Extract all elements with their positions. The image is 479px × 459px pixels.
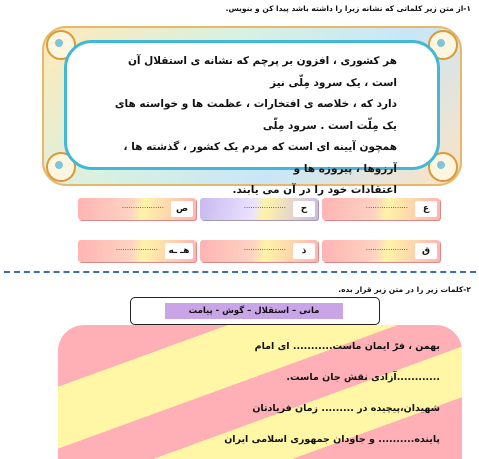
section-divider bbox=[4, 271, 476, 273]
answer-blank[interactable]: ................... bbox=[115, 244, 158, 252]
fill-in-panel bbox=[58, 325, 462, 459]
word-bank-box bbox=[130, 297, 380, 325]
answer-letter: ح bbox=[293, 201, 315, 217]
answer-box-qaf bbox=[322, 240, 440, 262]
question-2-instruction: ۲-کلمات زیر را در متن زیر قرار بده. bbox=[338, 285, 471, 294]
answer-letter: ع bbox=[415, 201, 437, 217]
passage-frame bbox=[42, 26, 462, 196]
passage-line: دارد که ، خلاصه ی افتخارات ، عظمت ها و خواسته های یک مِلّت است . سرود مِلّی bbox=[114, 98, 397, 132]
answer-box-he-do-cheshm bbox=[78, 240, 196, 262]
answer-box-zal bbox=[200, 240, 318, 262]
answer-box-sad bbox=[78, 198, 196, 220]
fill-in-sentence[interactable]: ............آزادی نقش جان ماست. bbox=[286, 372, 440, 383]
answer-blank[interactable]: ................... bbox=[365, 202, 408, 210]
answer-letter: هـ ـه bbox=[165, 243, 193, 259]
answer-box-he bbox=[200, 198, 318, 220]
passage-box bbox=[64, 40, 440, 196]
answer-letter: ق bbox=[415, 243, 437, 259]
answer-blank[interactable]: ................... bbox=[243, 202, 286, 210]
fill-in-sentence[interactable]: بهمن ، فرّ ایمان ماست........... ای امام bbox=[254, 341, 440, 352]
passage-line: اعتقادات خود را در آن می یابند. bbox=[232, 184, 397, 196]
answer-blank[interactable]: ................... bbox=[121, 202, 164, 210]
passage-line: هر کشوری ، افزون بر پرچم که نشانه ی استقلال آن است ، یک سرود مِلّی نیز bbox=[127, 55, 397, 89]
answer-letter: ذ bbox=[293, 243, 315, 259]
answer-letter: ص bbox=[171, 201, 193, 217]
passage-text bbox=[113, 51, 397, 202]
fill-in-sentence[interactable]: شهیدان،پیچیده در ......... زمان فریادتان bbox=[252, 403, 440, 414]
fill-in-sentence[interactable]: پاینده.......... و جاودان جمهوری اسلامی ایران bbox=[224, 434, 440, 445]
answer-blank[interactable]: ................... bbox=[365, 244, 408, 252]
passage-line: همچون آیینه ای است که مردم یک کشور ، گذشته ها ، آرزوها ، پیروزه ها و bbox=[123, 141, 397, 175]
question-1-instruction: ۱-از متن زیر کلماتی که نشانه زیرا را داشته باشد پیدا کن و بنویس. bbox=[225, 4, 471, 13]
answer-box-ain bbox=[322, 198, 440, 220]
word-bank: مانی – استقلال – گوش - پیامت bbox=[165, 303, 343, 319]
answer-blank[interactable]: ................... bbox=[243, 244, 286, 252]
